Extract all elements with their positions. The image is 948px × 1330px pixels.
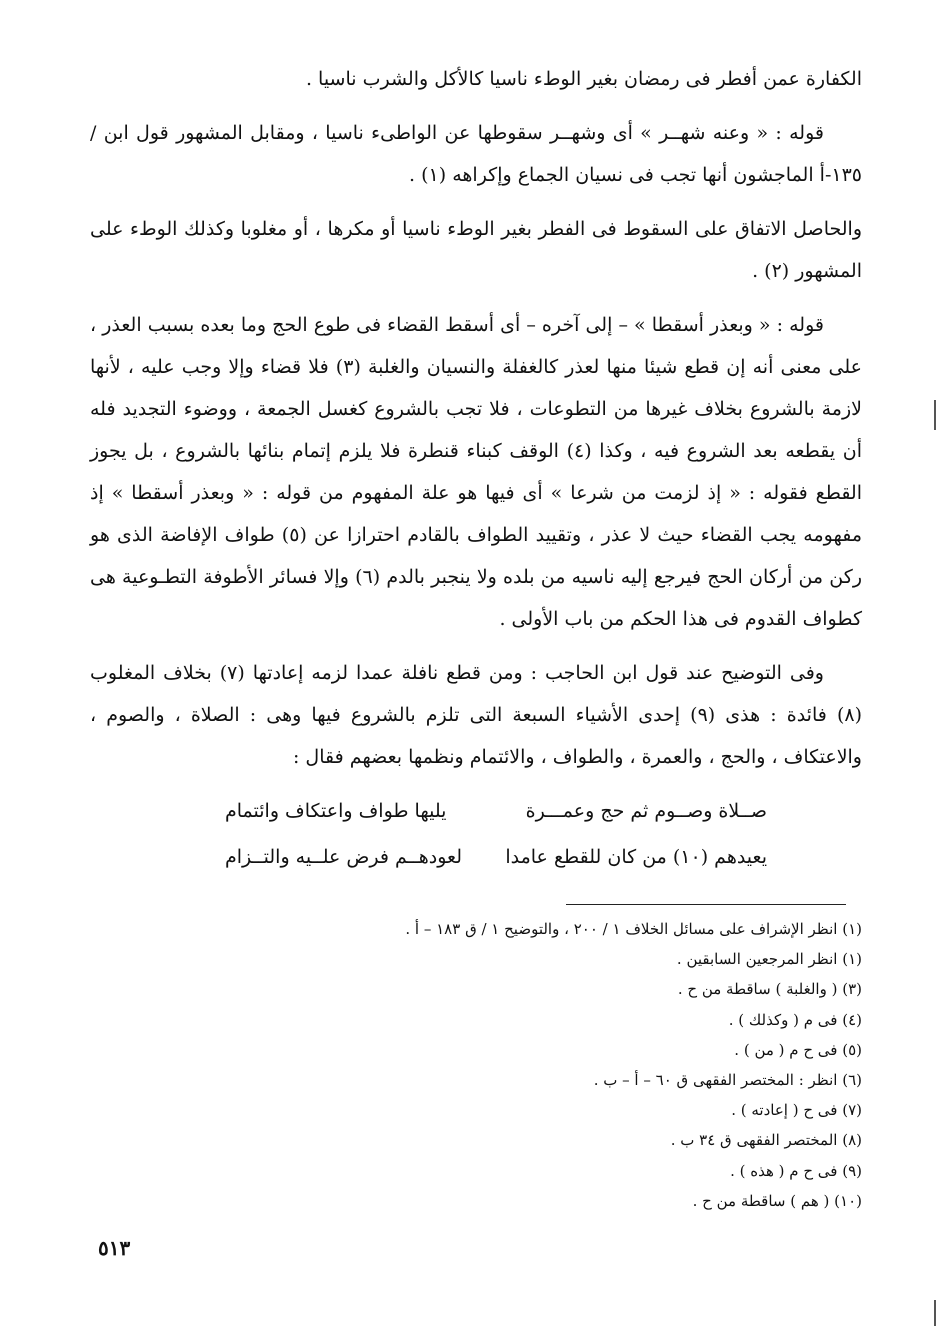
- verse-1-first-hemistich: صــلاة وصــوم ثم حج وعمـــرة: [525, 800, 767, 822]
- footnote-3: (٣) ( والغلبة ) ساقطة من ح .: [677, 980, 862, 999]
- footnote-separator: [566, 904, 846, 905]
- footnote-5: (٥) فى ح م ( من ) .: [734, 1040, 862, 1059]
- scan-mark: [934, 400, 936, 430]
- footnote-1: (١) انظر الإشراف على مسائل الخلاف ١ / ٢٠٠ ، والتوضيح ١ / ق ١٨٣ – أ .: [405, 920, 862, 938]
- footnote-10: (١٠) ( هم ) ساقطة من ح .: [692, 1191, 862, 1210]
- paragraph-5: وفى التوضيح عند قول ابن الحاجب : ومن قطع نافلة عمدا لزمه إعادتها (٧) بخلاف المغلوب (٨) فائدة : هذى (٩) إحدى الأشياء السبعة التى تلزم بالشروع فيها وهى : الصلاة ، والصوم ، والاعتكاف ، والحج ، والعمرة ، والطواف ، والائتمام ونظمها بعضهم فقال :: [90, 662, 862, 768]
- poem: [90, 790, 862, 882]
- paragraph-2: قوله : « وعنه شهــر » أى وشهــر سقوطها عن الواطىء ناسيا ، ومقابل المشهور قول ابن /١٣٥-أ الماجشون أنها تجب فى نسيان الجماع وإكراهه (١) .: [90, 122, 862, 186]
- paragraph-3: والحاصل الاتفاق على السقوط فى الفطر بغير الوطء ناسيا أو مكرها ، أو مغلوبا وكذلك الوطء على المشهور (٢) .: [90, 218, 862, 282]
- verse-1-second-hemistich: يليها طواف واعتكاف وائتمام: [225, 800, 447, 822]
- page-number: ٥١٣: [98, 1236, 131, 1260]
- footnote-6: (٦) انظر : المختصر الفقهى ق ٦٠ – أ – ب .: [593, 1071, 862, 1090]
- footnote-7: (٧) فى ح ( إعادته ) .: [731, 1101, 862, 1120]
- paragraph-4: قوله : « وبعذر أسقطا » – إلى آخره – أى أسقط القضاء فى طوع الحج وما بعده بسبب العذر ، على معنى أنه إن قطع شيئا منها لعذر كالغفلة والنسيان والغلبة (٣) فلا قضاء وإلا وجب عليه ، لأنها لازمة بالشروع بخلاف غيرها من التطوعات ، فلا تجب بالشروع كغسل الجمعة ، ووضوء التجديد فله أن يقطعه بعد الشروع فيه ، وكذا (٤) الوقف كبناء قنطرة فلا يلزم إتمام بنائها بالشروع ، بل يجوز القطع فقوله : « إذ لزمت من شرعا » أى فيها هو علة المفهوم من قوله : « وبعذر أسقطا » إذ مفهومه يجب القضاء حيث لا عذر ، وتقييد الطواف بالقادم احترازا عن (٥) طواف الإفاضة الذى هو ركن من أركان الحج فيرجع إليه ناسيه من بلده ولا ينجبر بالدم (٦) وإلا فسائر الأطوفة التطـوعية هى كطواف القدوم فى هذا الحكم من باب الأولى .: [90, 314, 862, 630]
- footnote-2: (١) انظر المرجعين السابقين .: [676, 950, 862, 969]
- footnote-4: (٤) فى م ( وكذلك ) .: [728, 1010, 862, 1029]
- paragraph-1: الكفارة عمن أفطر فى رمضان بغير الوطء ناسيا كالأكل والشرب ناسيا .: [305, 68, 862, 90]
- footnote-8: (٨) المختصر الفقهى ق ٣٤ ب .: [670, 1131, 862, 1150]
- footnote-9: (٩) فى ح م ( هذه ) .: [730, 1161, 862, 1180]
- scan-mark: [934, 1300, 936, 1326]
- verse-2-second-hemistich: لعودهــم فرض علــيه والتــزام: [225, 846, 462, 868]
- main-text: [90, 58, 862, 882]
- footnotes: [90, 914, 862, 1216]
- verse-2-first-hemistich: يعيدهم (١٠) من كان للقطع عامدا: [505, 846, 767, 868]
